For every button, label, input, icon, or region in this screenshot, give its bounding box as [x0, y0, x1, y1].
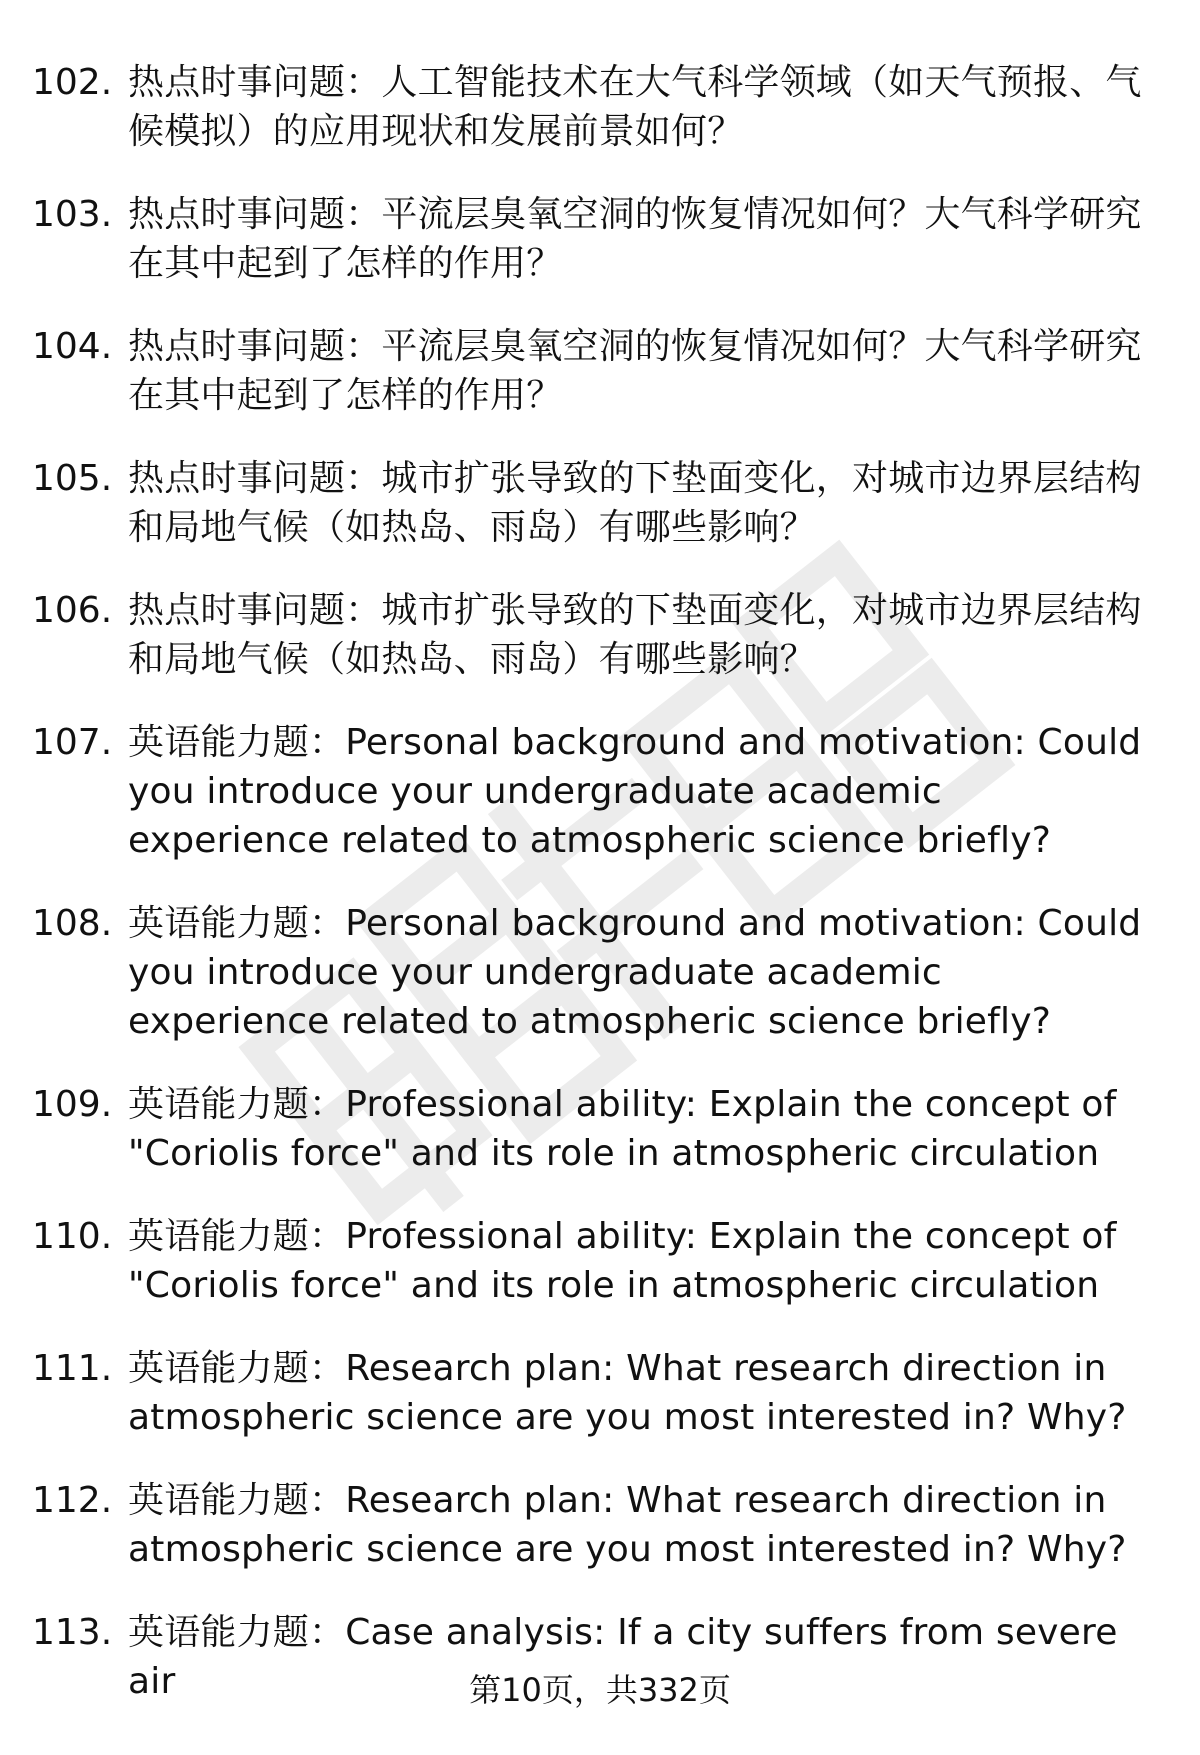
question-text — [128, 586, 1142, 684]
question-body: Case analysis: If a city suffers from severe air — [128, 1612, 1118, 1702]
question-category: 热点时事问题： — [128, 590, 382, 631]
question-text — [128, 1344, 1142, 1442]
question-number: 105. — [32, 458, 113, 499]
list-item — [32, 586, 1142, 684]
question-body: Research plan: What research direction in atmospheric science are you most interested in? Why? — [128, 1480, 1127, 1570]
list-item — [32, 718, 1142, 865]
list-item — [32, 1212, 1142, 1310]
question-text — [128, 190, 1142, 288]
list-item — [32, 899, 1142, 1046]
question-category: 英语能力题： — [128, 1216, 346, 1257]
list-item — [32, 1080, 1142, 1178]
question-category: 英语能力题： — [128, 1480, 346, 1521]
question-text — [128, 718, 1142, 865]
question-number: 110. — [32, 1216, 113, 1257]
question-category: 英语能力题： — [128, 1348, 346, 1389]
question-number: 109. — [32, 1084, 113, 1125]
question-body: 城市扩张导致的下垫面变化，对城市边界层结构和局地气候（如热岛、雨岛）有哪些影响？ — [128, 458, 1142, 548]
question-body: Personal background and motivation: Could you introduce your undergraduate academic experience related to atmospheric science briefly? — [128, 722, 1142, 861]
question-category: 英语能力题： — [128, 1084, 346, 1125]
page-footer: 第10页，共332页 — [469, 1671, 731, 1709]
question-text — [128, 1212, 1142, 1310]
question-text — [128, 322, 1142, 420]
question-number: 106. — [32, 590, 113, 631]
question-number: 104. — [32, 326, 113, 367]
question-body: Professional ability: Explain the concept of "Coriolis force" and its role in atmospheric circulation — [128, 1216, 1117, 1306]
question-text — [128, 454, 1142, 552]
question-body: 人工智能技术在大气科学领域（如天气预报、气候模拟）的应用现状和发展前景如何？ — [128, 62, 1142, 152]
question-category: 热点时事问题： — [128, 62, 382, 103]
question-category: 热点时事问题： — [128, 194, 382, 235]
question-body: 平流层臭氧空洞的恢复情况如何？大气科学研究在其中起到了怎样的作用？ — [128, 194, 1142, 284]
question-number: 108. — [32, 903, 113, 944]
question-category: 热点时事问题： — [128, 458, 382, 499]
question-list — [32, 58, 1142, 1740]
list-item — [32, 454, 1142, 552]
list-item — [32, 190, 1142, 288]
question-category: 英语能力题： — [128, 903, 346, 944]
question-text — [128, 58, 1142, 156]
question-body: Personal background and motivation: Could you introduce your undergraduate academic experience related to atmospheric science briefly? — [128, 903, 1142, 1042]
question-text — [128, 1080, 1142, 1178]
question-body: Professional ability: Explain the concept of "Coriolis force" and its role in atmospheric circulation — [128, 1084, 1117, 1174]
question-category: 热点时事问题： — [128, 326, 382, 367]
list-item — [32, 322, 1142, 420]
question-number: 103. — [32, 194, 113, 235]
question-category: 英语能力题： — [128, 1612, 346, 1653]
question-number: 102. — [32, 62, 113, 103]
question-category: 英语能力题： — [128, 722, 346, 763]
question-body: Research plan: What research direction in atmospheric science are you most interested in? Why? — [128, 1348, 1127, 1438]
question-body: 平流层臭氧空洞的恢复情况如何？大气科学研究在其中起到了怎样的作用？ — [128, 326, 1142, 416]
question-number: 107. — [32, 722, 113, 763]
question-body: 城市扩张导致的下垫面变化，对城市边界层结构和局地气候（如热岛、雨岛）有哪些影响？ — [128, 590, 1142, 680]
list-item — [32, 58, 1142, 156]
question-number: 113. — [32, 1612, 113, 1653]
question-number: 111. — [32, 1348, 113, 1389]
question-text — [128, 1476, 1142, 1574]
list-item — [32, 1476, 1142, 1574]
list-item — [32, 1344, 1142, 1442]
question-text — [128, 899, 1142, 1046]
question-number: 112. — [32, 1480, 113, 1521]
